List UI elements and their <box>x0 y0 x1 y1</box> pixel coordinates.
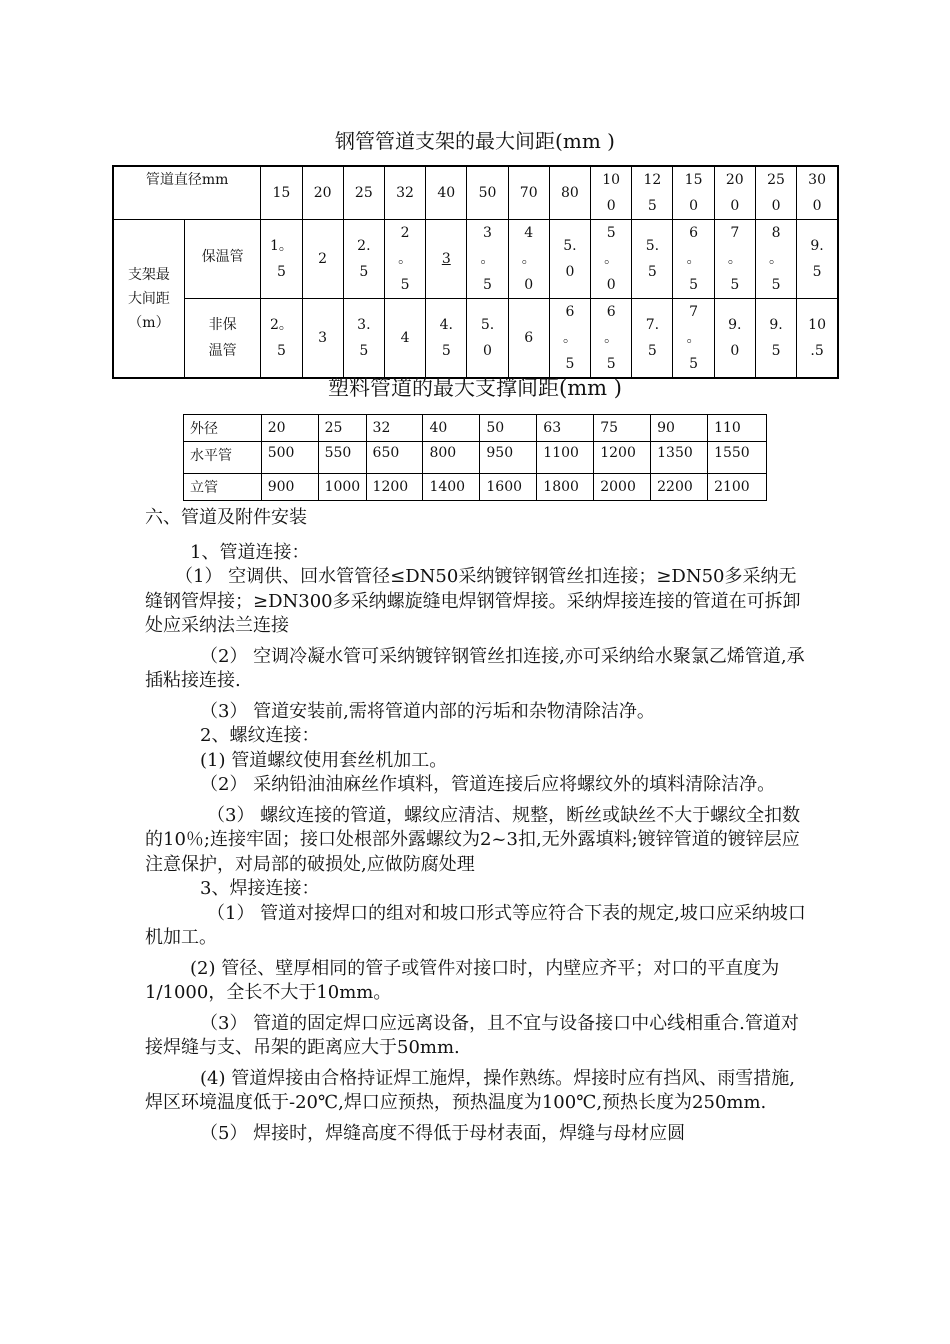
table-cell: 650 <box>366 442 423 474</box>
steel-pipe-support-table <box>112 165 839 379</box>
insulated-cell: 5 。 0 <box>591 220 632 299</box>
paragraph: （2） 空调冷凝水管可采纳镀锌钢管丝扣连接,亦可采纳给水聚氯乙烯管道,承插粘接连接. <box>145 645 805 691</box>
table-cell: 40 <box>423 415 480 442</box>
non-insulated-cell: 9. 0 <box>714 299 755 379</box>
diameter-cell: 32 <box>384 166 425 220</box>
non-insulated-cell: 6 <box>508 299 549 379</box>
paragraph: (4) 管道焊接由合格持证焊工施焊，操作熟练。焊接时应有挡风、雨雪措施,焊区环境温度低于-20℃,焊口应预热，预热温度为100℃,预热长度为250mm. <box>145 1067 795 1113</box>
diameter-cell: 30 0 <box>797 166 838 220</box>
diameter-cell: 10 0 <box>591 166 632 220</box>
section-heading: 六、管道及附件安装 <box>145 507 307 528</box>
paragraph: （2） 采纳铅油油麻丝作填料，管道连接后应将螺纹外的填料清除洁净。 <box>200 774 776 795</box>
table-cell: 1800 <box>537 474 594 501</box>
insulated-cell: 3 <box>426 220 467 299</box>
section-body <box>145 506 810 1146</box>
table-row <box>184 415 767 442</box>
non-insulated-cell: 6 。 5 <box>591 299 632 379</box>
non-insulated-cell: 10 .5 <box>797 299 838 379</box>
table-cell: 50 <box>480 415 537 442</box>
non-insulated-cell: 6 。 5 <box>549 299 590 379</box>
table-cell: 75 <box>594 415 651 442</box>
header-label: 管道直径mm <box>113 166 261 220</box>
paragraph: （1） 管道对接焊口的组对和坡口形式等应符合下表的规定,坡口应采纳坡口机加工。 <box>145 902 806 948</box>
paragraph: （3） 管道安装前,需将管道内部的污垢和杂物清除洁净。 <box>200 700 655 722</box>
paragraph: （1） 空调供、回水管管径≤DN50采纳镀锌钢管丝扣连接；≥DN50多采纳无缝钢管焊接；≥DN300多采纳螺旋缝电焊钢管焊接。采纳焊接连接的管道在可拆卸处应采纳法兰连接 <box>145 566 801 636</box>
insulated-cell: 3 。 5 <box>467 220 508 299</box>
paragraph: （5） 焊接时，焊缝高度不得低于母材表面，焊缝与母材应圆 <box>200 1122 686 1144</box>
diameter-cell: 50 <box>467 166 508 220</box>
subsection-title: 1、管道连接： <box>190 541 310 563</box>
diameter-cell: 25 <box>343 166 384 220</box>
diameter-cell: 20 <box>302 166 343 220</box>
table-row <box>113 166 838 220</box>
non-insulated-cell: 4 <box>384 299 425 379</box>
table-cell: 63 <box>537 415 594 442</box>
non-insulated-cell: 4. 5 <box>426 299 467 379</box>
table-cell: 1000 <box>318 474 366 501</box>
subsection-title: 2、螺纹连接： <box>200 725 320 746</box>
diameter-cell: 20 0 <box>714 166 755 220</box>
table-cell: 500 <box>261 442 318 474</box>
table-cell: 1200 <box>594 442 651 474</box>
table-cell: 2200 <box>651 474 708 501</box>
table-cell: 水平管 <box>184 442 262 474</box>
table-cell: 950 <box>480 442 537 474</box>
paragraph: （3） 螺纹连接的管道，螺纹应清洁、规整，断丝或缺丝不大于螺纹全扣数的10％;连接牢固；接口处根部外露螺纹为2~3扣,无外露填料;镀锌管道的镀锌层应注意保护，对局部的破损处,应做防腐处理 <box>145 804 801 875</box>
row2-label: 非保 温管 <box>184 299 260 379</box>
table-cell: 2100 <box>708 474 767 501</box>
insulated-cell: 6 。 5 <box>673 220 714 299</box>
table-cell: 1350 <box>651 442 708 474</box>
table-row <box>184 474 767 501</box>
insulated-cell: 2 <box>302 220 343 299</box>
non-insulated-cell: 7. 5 <box>632 299 673 379</box>
insulated-cell: 4 。 0 <box>508 220 549 299</box>
insulated-cell: 7 。 5 <box>714 220 755 299</box>
table-cell: 900 <box>261 474 318 501</box>
table-cell: 800 <box>423 442 480 474</box>
diameter-cell: 15 0 <box>673 166 714 220</box>
table-row <box>184 442 767 474</box>
table-cell: 1550 <box>708 442 767 474</box>
table-cell: 立管 <box>184 474 262 501</box>
diameter-cell: 15 <box>261 166 302 220</box>
insulated-cell: 1。 5 <box>261 220 302 299</box>
non-insulated-cell: 7 。 5 <box>673 299 714 379</box>
table-cell: 32 <box>366 415 423 442</box>
non-insulated-cell: 3. 5 <box>343 299 384 379</box>
insulated-cell: 5. 5 <box>632 220 673 299</box>
diameter-cell: 70 <box>508 166 549 220</box>
table-cell: 1400 <box>423 474 480 501</box>
table-cell: 550 <box>318 442 366 474</box>
diameter-cell: 12 5 <box>632 166 673 220</box>
table-cell: 1600 <box>480 474 537 501</box>
insulated-cell: 9. 5 <box>797 220 838 299</box>
group-label: 支架最 大间距 （m） <box>113 220 184 379</box>
diameter-cell: 80 <box>549 166 590 220</box>
table-row <box>113 220 838 299</box>
paragraph: （3） 管道的固定焊口应远离设备，且不宜与设备接口中心线相重合.管道对接焊缝与支、吊架的距离应大于50mm. <box>145 1012 799 1058</box>
non-insulated-cell: 2。 5 <box>261 299 302 379</box>
non-insulated-cell: 3 <box>302 299 343 379</box>
plastic-pipe-support-table <box>183 414 767 501</box>
diameter-cell: 25 0 <box>755 166 796 220</box>
insulated-cell: 5. 0 <box>549 220 590 299</box>
paragraph: (1) 管道螺纹使用套丝机加工。 <box>200 749 448 771</box>
non-insulated-cell: 5. 0 <box>467 299 508 379</box>
table1-title: 钢管管道支架的最大间距(mm ) <box>335 129 615 153</box>
table-row <box>113 299 838 379</box>
table-cell: 2000 <box>594 474 651 501</box>
subsection-title: 3、焊接连接： <box>200 878 320 899</box>
table-cell: 1100 <box>537 442 594 474</box>
table-cell: 110 <box>708 415 767 442</box>
table-cell: 25 <box>318 415 366 442</box>
insulated-cell: 8 。 5 <box>755 220 796 299</box>
insulated-cell: 2. 5 <box>343 220 384 299</box>
row1-label: 保温管 <box>184 220 260 299</box>
table-cell: 90 <box>651 415 708 442</box>
table-cell: 外径 <box>184 415 262 442</box>
diameter-cell: 40 <box>426 166 467 220</box>
table-cell: 1200 <box>366 474 423 501</box>
insulated-cell: 2 。 5 <box>384 220 425 299</box>
table-cell: 20 <box>261 415 318 442</box>
paragraph: (2) 管径、壁厚相同的管子或管件对接口时，内壁应齐平；对口的平直度为1/1000，全长不大于10mm。 <box>145 957 780 1003</box>
table2-title: 塑料管道的最大支撑间距(mm ) <box>328 376 622 400</box>
non-insulated-cell: 9. 5 <box>755 299 796 379</box>
